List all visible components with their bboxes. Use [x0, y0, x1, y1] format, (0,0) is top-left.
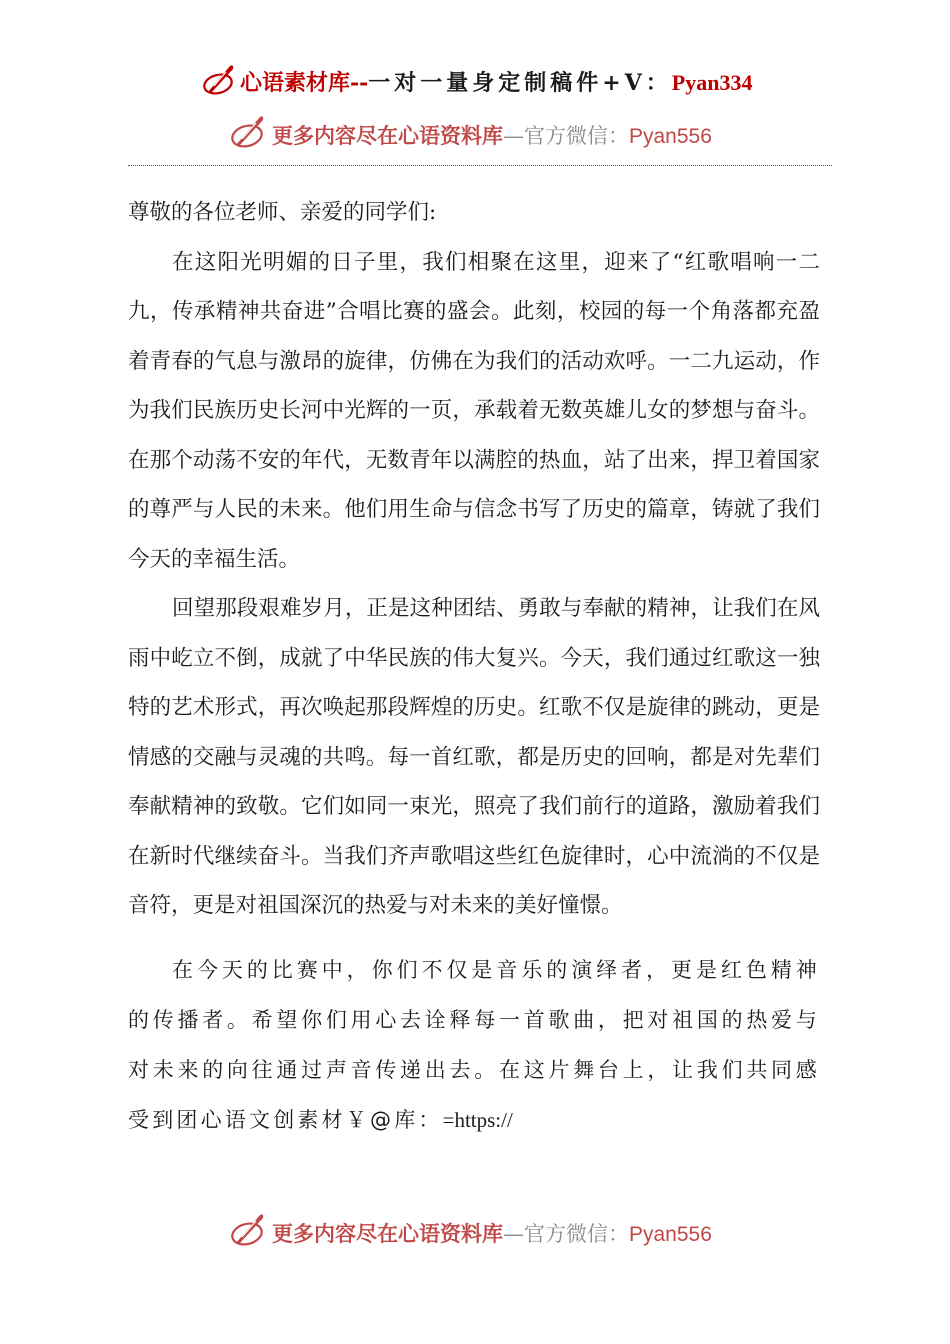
- header-divider: [128, 165, 832, 166]
- closing-text: 在今天的比赛中，你们不仅是音乐的演绎者，更是红色精神的传播者。希望你们用心去诠释每一首歌曲，把对祖国的热爱与对未来的向往通过声音传递出去。在这片舞台上，让我们共同感受到团心语文创素材￥@库：: [128, 957, 820, 1132]
- header-tagline: 一对一量身定制稿件+V：: [368, 70, 672, 96]
- quill-pen-logo-icon: [228, 112, 270, 150]
- promo-banner-top: [0, 112, 950, 152]
- promo-text: [272, 120, 712, 150]
- promo-part1: 更多内容尽在心语资料库: [272, 123, 503, 148]
- quill-pen-logo-icon: [228, 1210, 270, 1248]
- paragraph-2: 回望那段艰难岁月，正是这种团结、勇敢与奉献的精神，让我们在风雨中屹立不倒，成就了中华民族的伟大复兴。今天，我们通过红歌这一独特的艺术形式，再次唤起那段辉煌的历史。红歌不仅是旋律的跳动，更是情感的交融与灵魂的共鸣。每一首红歌，都是历史的回响，都是对先辈们奉献精神的致敬。它们如同一束光，照亮了我们前行的道路，激励着我们在新时代继续奋斗。当我们齐声歌唱这些红色旋律时，心中流淌的不仅是音符，更是对祖国深沉的热爱与对未来的美好憧憬。: [128, 596, 820, 918]
- promo-text: [272, 1218, 712, 1248]
- header-title: [240, 66, 752, 97]
- quill-pen-logo-icon: [200, 62, 240, 96]
- promo-part2: —官方微信：: [503, 1222, 629, 1246]
- promo-part1: 更多内容尽在心语资料库: [272, 1221, 503, 1246]
- paragraph-3: [128, 945, 820, 1145]
- document-body: [128, 188, 820, 1145]
- promo-banner-bottom: [0, 1210, 950, 1250]
- paragraph-1: 在这阳光明媚的日子里，我们相聚在这里，迎来了“红歌唱响一二九，传承精神共奋进”合唱比赛的盛会。此刻，校园的每一个角落都充盈着青春的气息与激昂的旋律，仿佛在为我们的活动欢呼。一二九运动，作为我们民族历史长河中光辉的一页，承载着无数英雄儿女的梦想与奋斗。在那个动荡不安的年代，无数青年以满腔的热血，站了出来，捍卫着国家的尊严与人民的未来。他们用生命与信念书写了历史的篇章，铸就了我们今天的幸福生活。: [128, 249, 820, 572]
- closing-url: =https://: [442, 1107, 513, 1132]
- promo-part3: Pyan556: [629, 125, 712, 148]
- promo-part3: Pyan556: [629, 1223, 712, 1246]
- greeting: 尊敬的各位老师、亲爱的同学们:: [128, 200, 437, 225]
- brand-dash: --: [350, 70, 369, 96]
- header-contact: Pyan334: [671, 70, 753, 95]
- brand-name: 心语素材库: [240, 70, 351, 96]
- promo-part2: —官方微信：: [503, 124, 629, 148]
- header-banner: [0, 62, 950, 100]
